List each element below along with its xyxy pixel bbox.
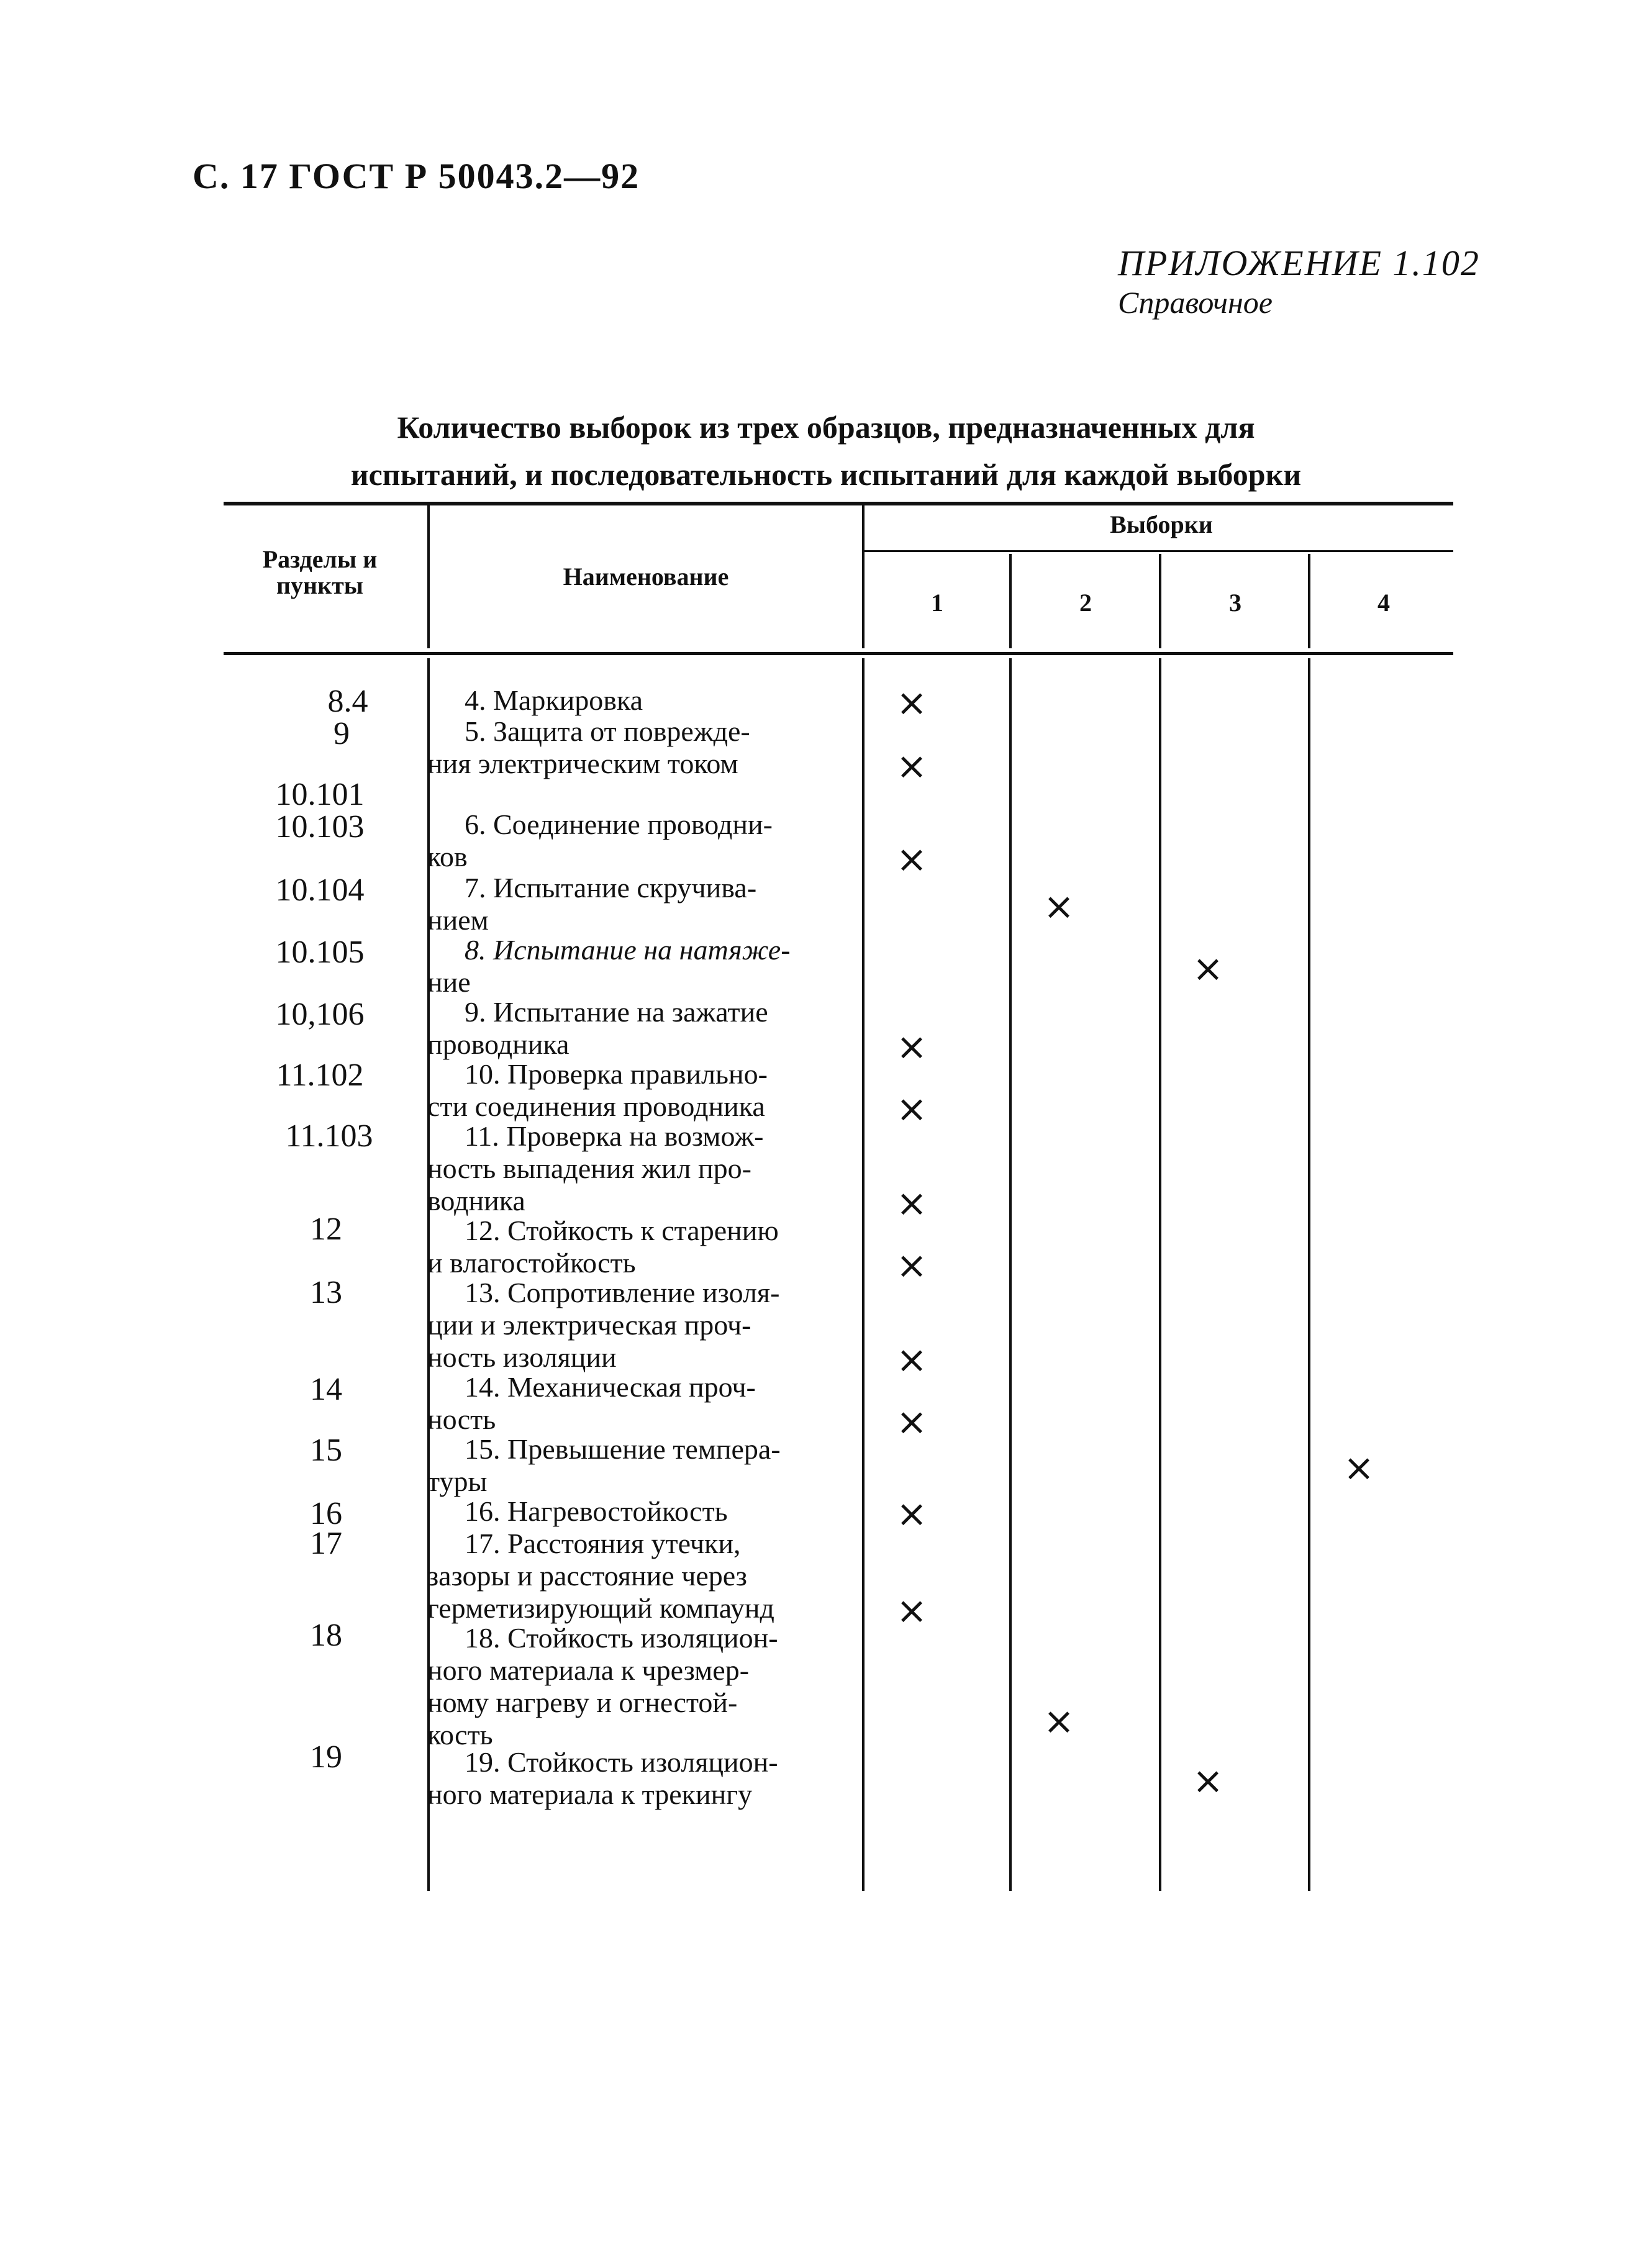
table-row-name: [427, 1277, 850, 1374]
table-row-name-line: 13. Сопротивление изоля-: [465, 1277, 780, 1308]
col-divider-name: [427, 505, 430, 648]
col-header-samples: Выборки: [1110, 510, 1213, 538]
sample-mark: ×: [1043, 1700, 1075, 1743]
table-row-name-line: ние: [427, 966, 471, 998]
table-row-name-line: нием: [427, 904, 489, 936]
table-row-name-line: ность: [427, 1403, 496, 1435]
table-row-name-line: 15. Превышение темпера-: [465, 1433, 781, 1465]
table-row-name-line: кость: [427, 1719, 493, 1751]
table-row-name-line: ность выпадения жил про-: [427, 1153, 751, 1184]
table-row-name-line: 8. Испытание на натяже-: [465, 934, 791, 966]
col-divider-s4: [1308, 554, 1310, 648]
sample-mark: ×: [1043, 885, 1075, 928]
section-ref: 10.105: [275, 935, 365, 970]
samples-header-rule: [863, 550, 1453, 552]
sample-mark: ×: [896, 838, 928, 881]
section-ref: 19: [310, 1739, 342, 1775]
table-row-name: [427, 934, 850, 999]
table-row-name-line: 17. Расстояния утечки,: [465, 1528, 741, 1559]
table-row-name-line: 9. Испытание на зажатие: [465, 996, 768, 1028]
sample-mark: ×: [896, 1338, 928, 1382]
section-ref: 9: [334, 716, 350, 751]
table-row-name-line: ков: [427, 841, 468, 872]
col-header-sections: Разделы и пункты: [262, 545, 378, 599]
section-ref: 11.103: [285, 1118, 373, 1154]
table-row-name-line: сти соединения проводника: [427, 1090, 765, 1122]
table-title-line-2: испытаний, и последовательность испытаний для каждой выборки: [350, 457, 1302, 492]
sample-number-4: 4: [1377, 589, 1390, 617]
section-ref: 10,106: [275, 997, 365, 1032]
section-ref: 10.103: [275, 809, 365, 845]
body-divider-s3: [1159, 658, 1161, 1891]
table-row-name-line: и влагостойкость: [427, 1247, 636, 1279]
sample-mark: ×: [1343, 1446, 1375, 1490]
table-row-name-line: 16. Нагревостойкость: [465, 1495, 728, 1527]
table-row-name: [427, 1215, 850, 1279]
section-ref: 10.101: [275, 777, 365, 812]
table-row-name-line: проводника: [427, 1028, 570, 1060]
table-row-name-line: герметизирующий компаунд: [427, 1592, 774, 1624]
section-ref: 12: [310, 1212, 342, 1247]
body-divider-s2: [1009, 658, 1012, 1891]
header-bottom-rule: [224, 652, 1453, 655]
sample-mark: ×: [896, 745, 928, 788]
table-row-name-line: ного материала к трекингу: [427, 1778, 753, 1810]
table-row-name-line: 10. Проверка правильно-: [465, 1058, 768, 1090]
section-ref: 17: [310, 1526, 342, 1561]
table-top-rule: [224, 502, 1453, 505]
table-row-name: [427, 1528, 850, 1624]
table-row-name-line: водника: [427, 1185, 525, 1216]
section-ref: 16: [310, 1496, 342, 1531]
table-row-name-line: ного материала к чрезмер-: [427, 1654, 750, 1686]
table-row-name: [427, 1120, 850, 1217]
section-ref: 13: [310, 1275, 342, 1310]
section-ref: 14: [310, 1372, 342, 1407]
table-row-name: [427, 715, 850, 780]
table-row-name-line: 11. Проверка на возмож-: [465, 1120, 764, 1152]
table-row-name-line: ность изоляции: [427, 1341, 617, 1373]
table-row-name-line: 18. Стойкость изоляцион-: [465, 1622, 778, 1654]
table-row-name: [427, 1433, 850, 1498]
sample-mark: ×: [896, 1589, 928, 1633]
table-row-name-line: 6. Соединение проводни-: [465, 809, 773, 840]
section-ref: 18: [310, 1618, 342, 1653]
col-divider-samples: [862, 505, 865, 648]
body-divider-s4: [1308, 658, 1310, 1891]
table-row-name: [427, 872, 850, 936]
table-title-line-1: Количество выборок из трех образцов, предназначенных для: [397, 410, 1255, 445]
table-row-name-line: ному нагреву и огнестой-: [427, 1687, 738, 1718]
table-row-name: [427, 1371, 850, 1436]
col-header-name: Наименование: [563, 563, 729, 591]
table-row-name: [427, 1622, 850, 1751]
table-row-name: [427, 1058, 850, 1123]
appendix-title: ПРИЛОЖЕНИЕ 1.102: [1118, 243, 1480, 283]
table-row-name-line: 14. Механическая проч-: [465, 1371, 756, 1403]
sample-number-1: 1: [931, 589, 943, 617]
table-row-name: [427, 1495, 850, 1528]
table-row-name-line: 12. Стойкость к старению: [465, 1215, 779, 1246]
sample-mark: ×: [896, 1492, 928, 1536]
table-row-name-line: ции и электрическая проч-: [427, 1309, 751, 1341]
body-divider-samples: [862, 658, 865, 1891]
page-header-ref: С. 17 ГОСТ Р 50043.2—92: [193, 156, 640, 196]
sample-mark: ×: [896, 681, 928, 725]
section-ref: 8.4: [327, 684, 368, 719]
sample-number-3: 3: [1229, 589, 1241, 617]
sample-mark: ×: [896, 1087, 928, 1131]
table-row-name-line: 19. Стойкость изоляцион-: [465, 1746, 778, 1778]
table-row-name-line: ния электрическим током: [427, 748, 738, 779]
sample-mark: ×: [1192, 947, 1224, 990]
sample-mark: ×: [896, 1400, 928, 1444]
table-row-name: [427, 1746, 850, 1811]
section-ref: 15: [310, 1433, 342, 1468]
table-row-name: [427, 684, 850, 717]
sample-mark: ×: [896, 1025, 928, 1069]
section-ref: 10.104: [275, 872, 365, 908]
sample-mark: ×: [896, 1244, 928, 1287]
col-divider-s3: [1159, 554, 1161, 648]
section-ref: 11.102: [276, 1058, 364, 1093]
col-divider-s2: [1009, 554, 1012, 648]
table-row-name: [427, 809, 850, 873]
table-row-name-line: зазоры и расстояние через: [427, 1560, 747, 1592]
table-row-name-line: 7. Испытание скручива-: [465, 872, 757, 904]
table-row-name-line: туры: [427, 1465, 488, 1497]
table-row-name-line: 4. Маркировка: [465, 684, 643, 716]
table-row-name: [427, 996, 850, 1061]
sample-number-2: 2: [1079, 589, 1092, 617]
sample-mark: ×: [896, 1182, 928, 1225]
sample-mark: ×: [1192, 1759, 1224, 1803]
appendix-kind: Справочное: [1118, 285, 1273, 320]
table-row-name-line: 5. Защита от поврежде-: [465, 715, 750, 747]
